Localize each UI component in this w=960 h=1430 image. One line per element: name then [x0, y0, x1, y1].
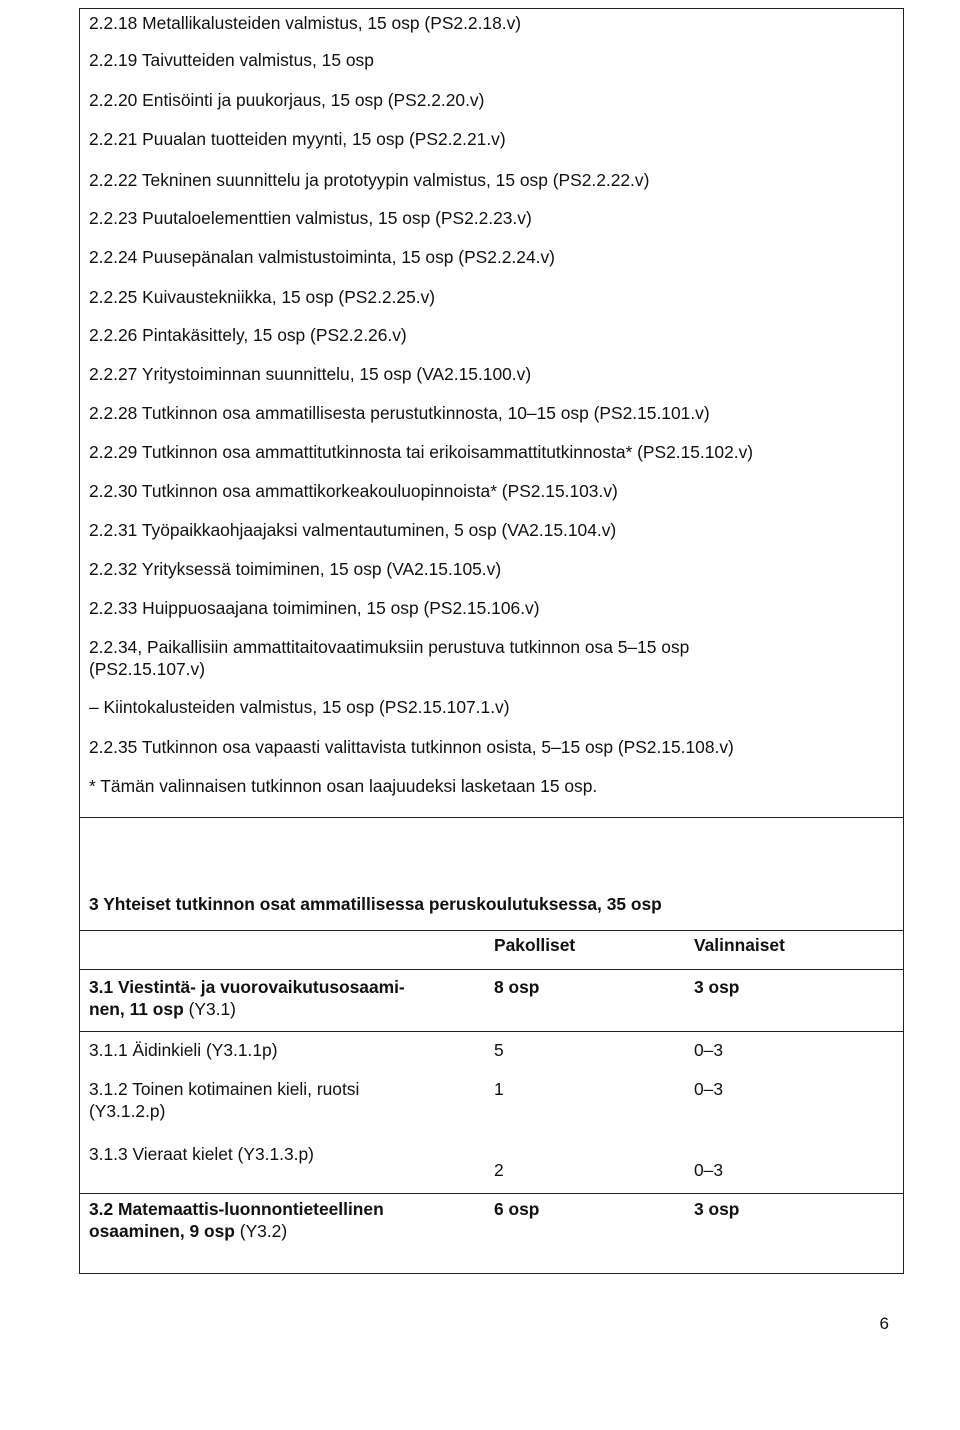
table-row-mandatory: 1 [494, 1079, 504, 1099]
list-item: 2.2.27 Yritystoiminnan suunnittelu, 15 osp (VA2.15.100.v) [89, 364, 532, 384]
divider [80, 930, 903, 931]
table-row-mandatory: 2 [494, 1160, 504, 1180]
list-item: 2.2.34, Paikallisiin ammattitaitovaatimuksiin perustuva tutkinnon osa 5–15 osp (PS2.15.107.v) [89, 637, 690, 679]
table-row-name [89, 1078, 469, 1122]
group-title-line1: 3.1 Viestintä- ja vuorovaikutusosaami- [89, 977, 405, 997]
list-item: 2.2.35 Tutkinnon osa vapaasti valittavista tutkinnon osista, 5–15 osp (PS2.15.108.v) [89, 737, 734, 757]
group-mandatory: 8 osp [494, 977, 540, 997]
group-mandatory: 6 osp [494, 1199, 540, 1219]
divider [80, 1193, 903, 1194]
divider [80, 1031, 903, 1032]
group-title-line1: 3.2 Matemaattis-luonnontieteellinen [89, 1199, 384, 1219]
list-item: 2.2.33 Huippuosaajana toimiminen, 15 osp (PS2.15.106.v) [89, 598, 540, 618]
list-item: 2.2.18 Metallikalusteiden valmistus, 15 osp (PS2.2.18.v) [89, 13, 522, 33]
table-row-optional: 0–3 [694, 1160, 724, 1180]
list-item: 2.2.25 Kuivaustekniikka, 15 osp (PS2.2.25.v) [89, 287, 436, 307]
list-item: 2.2.32 Yrityksessä toimiminen, 15 osp (VA2.15.105.v) [89, 559, 502, 579]
row-name-line2: (Y3.1.2.p) [89, 1101, 166, 1121]
list-item: 2.2.30 Tutkinnon osa ammattikorkeakouluopinnoista* (PS2.15.103.v) [89, 481, 618, 501]
page-number: 6 [879, 1314, 889, 1333]
list-item: 2.2.19 Taivutteiden valmistus, 15 osp [89, 50, 374, 70]
group-title-line2: nen, 11 osp [89, 999, 184, 1019]
table-row-optional: 0–3 [694, 1079, 724, 1099]
divider [80, 969, 903, 970]
row-name-line1: 3.1.2 Toinen kotimainen kieli, ruotsi [89, 1079, 360, 1099]
list-item: 2.2.20 Entisöinti ja puukorjaus, 15 osp (PS2.2.20.v) [89, 90, 485, 110]
footnote: * Tämän valinnaisen tutkinnon osan laajuudeksi lasketaan 15 osp. [89, 776, 598, 796]
group-code: (Y3.2) [239, 1221, 288, 1241]
column-header-optional: Valinnaiset [694, 935, 785, 955]
group-code: (Y3.1) [188, 999, 236, 1019]
table-row-name: 3.1.3 Vieraat kielet (Y3.1.3.p) [89, 1144, 314, 1164]
document-frame [79, 8, 904, 1274]
group-title-line2: osaaminen, 9 osp [89, 1221, 235, 1241]
list-item: – Kiintokalusteiden valmistus, 15 osp (PS2.15.107.1.v) [89, 697, 510, 717]
list-item: 2.2.24 Puusepänalan valmistustoiminta, 15 osp (PS2.2.24.v) [89, 247, 555, 267]
list-item: 2.2.31 Työpaikkaohjaajaksi valmentautuminen, 5 osp (VA2.15.104.v) [89, 520, 617, 540]
elective-list-section [80, 9, 903, 818]
list-item: 2.2.23 Puutaloelementtien valmistus, 15 osp (PS2.2.23.v) [89, 208, 532, 228]
list-item: 2.2.22 Tekninen suunnittelu ja prototyypin valmistus, 15 osp (PS2.2.22.v) [89, 170, 650, 190]
group-title [89, 1198, 469, 1242]
list-item: 2.2.21 Puualan tuotteiden myynti, 15 osp (PS2.2.21.v) [89, 129, 506, 149]
list-item: 2.2.28 Tutkinnon osa ammatillisesta perustutkinnosta, 10–15 osp (PS2.15.101.v) [89, 403, 710, 423]
group-optional: 3 osp [694, 977, 740, 997]
group-optional: 3 osp [694, 1199, 740, 1219]
table-row-mandatory: 5 [494, 1040, 504, 1060]
list-item: 2.2.26 Pintakäsittely, 15 osp (PS2.2.26.v) [89, 325, 407, 345]
group-title [89, 976, 469, 1020]
column-header-mandatory: Pakolliset [494, 935, 576, 955]
table-row-name: 3.1.1 Äidinkieli (Y3.1.1p) [89, 1040, 278, 1060]
section-title: 3 Yhteiset tutkinnon osat ammatillisessa peruskoulutuksessa, 35 osp [89, 894, 662, 914]
list-item: 2.2.29 Tutkinnon osa ammattitutkinnosta tai erikoisammattitutkinnosta* (PS2.15.102.v) [89, 442, 754, 462]
table-row-optional: 0–3 [694, 1040, 724, 1060]
